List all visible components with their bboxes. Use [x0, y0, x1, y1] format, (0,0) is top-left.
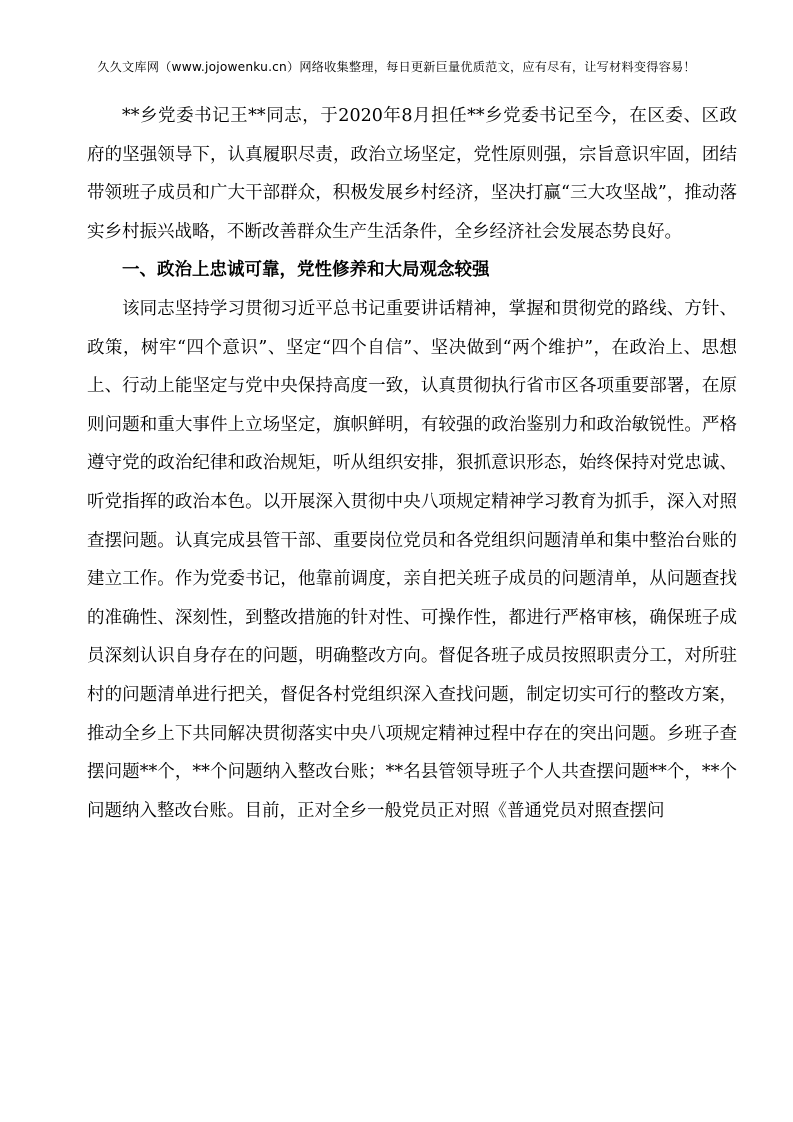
page-header-banner: 久久文库网（www.jojowenku.cn）网络收集整理，每日更新巨量优质范文，应有尽有，让写材料变得容易！: [97, 60, 696, 74]
intro-paragraph: **乡党委书记王**同志，于2020年8月担任**乡党委书记至今，在区委、区政府的坚强领导下，认真履职尽责，政治立场坚定，党性原则强，宗旨意识牢固，团结带领班子成员和广大干部群众，积极发展乡村经济，坚决打赢“三大攻坚战”，推动落实乡村振兴战略，不断改善群众生产生活条件，全乡经济社会发展态势良好。: [87, 106, 737, 242]
section-heading: 一、政治上忠诚可靠，党性修养和大局观念较强: [122, 260, 490, 281]
document-body: [87, 97, 737, 830]
section-body-paragraph: 该同志坚持学习贯彻习近平总书记重要讲话精神，掌握和贯彻党的路线、方针、政策，树牢“四个意识”、坚定“四个自信”、坚决做到“两个维护”，在政治上、思想上、行动上能坚定与党中央保持高度一致，认真贯彻执行省市区各项重要部署，在原则问题和重大事件上立场坚定，旗帜鲜明，有较强的政治鉴别力和政治敏锐性。严格遵守党的政治纪律和政治规矩，听从组织安排，狠抓意识形态，始终保持对党忠诚、听党指挥的政治本色。以开展深入贯彻中央八项规定精神学习教育为抓手，深入对照查摆问题。认真完成县管干部、重要岗位党员和各党组织问题清单和集中整治台账的建立工作。作为党委书记，他靠前调度，亲自把关班子成员的问题清单，从问题查找的准确性、深刻性，到整改措施的针对性、可操作性，都进行严格审核，确保班子成员深刻认识自身存在的问题，明确整改方向。督促各班子成员按照职责分工，对所驻村的问题清单进行把关，督促各村党组织深入查找问题，制定切实可行的整改方案，推动全乡上下共同解决贯彻落实中央八项规定精神过程中存在的突出问题。乡班子查摆问题**个，**个问题纳入整改台账；**名县管领导班子个人共查摆问题**个，**个问题纳入整改台账。目前，正对全乡一般党员正对照《普通党员对照查摆问: [87, 298, 737, 821]
